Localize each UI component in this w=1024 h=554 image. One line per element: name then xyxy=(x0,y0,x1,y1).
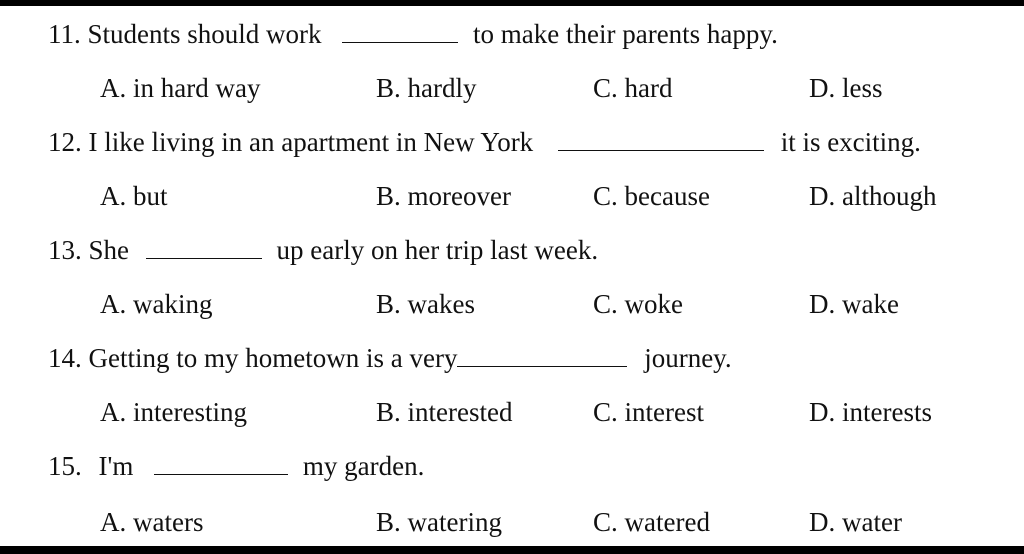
question-number: 12. xyxy=(48,127,82,157)
question-text-after: up early on her trip last week. xyxy=(276,235,599,265)
question-number: 15. xyxy=(48,451,82,481)
question-text-after: to make their parents happy. xyxy=(473,19,778,49)
question-text-after: journey. xyxy=(644,343,732,373)
option-12-d: D. although xyxy=(809,181,937,211)
answer-blank xyxy=(342,22,458,43)
option-15-d: D. water xyxy=(809,507,902,537)
option-14-d: D. interests xyxy=(809,397,932,427)
question-text-before: Getting to my hometown is a very xyxy=(88,343,458,373)
question-number: 11. xyxy=(48,19,81,49)
answer-blank xyxy=(457,346,627,367)
option-15-a: A. waters xyxy=(100,507,204,537)
question-number: 13. xyxy=(48,235,82,265)
option-11-b: B. hardly xyxy=(376,73,477,103)
question-text-before: She xyxy=(88,235,129,265)
question-12 xyxy=(48,126,921,158)
question-11 xyxy=(48,18,778,50)
option-13-b: B. wakes xyxy=(376,289,475,319)
option-13-d: D. wake xyxy=(809,289,899,319)
option-15-b: B. watering xyxy=(376,507,502,537)
option-14-a: A. interesting xyxy=(100,397,247,427)
option-11-c: C. hard xyxy=(593,73,673,103)
answer-blank xyxy=(558,130,764,151)
option-12-c: C. because xyxy=(593,181,710,211)
question-15 xyxy=(48,450,424,482)
answer-blank xyxy=(154,454,288,475)
option-11-a: A. in hard way xyxy=(100,73,261,103)
question-number: 14. xyxy=(48,343,82,373)
option-12-b: B. moreover xyxy=(376,181,511,211)
question-13 xyxy=(48,234,598,266)
question-text-before: I'm xyxy=(98,451,134,481)
question-text-before: Students should work xyxy=(87,19,322,49)
option-13-c: C. woke xyxy=(593,289,683,319)
question-text-before: I like living in an apartment in New York xyxy=(88,127,534,157)
option-15-c: C. watered xyxy=(593,507,710,537)
question-14 xyxy=(48,342,732,374)
option-14-b: B. interested xyxy=(376,397,513,427)
question-text-after: my garden. xyxy=(302,451,425,481)
option-12-a: A. but xyxy=(100,181,168,211)
answer-blank xyxy=(146,238,262,259)
option-13-a: A. waking xyxy=(100,289,213,319)
question-text-after: it is exciting. xyxy=(780,127,921,157)
option-14-c: C. interest xyxy=(593,397,704,427)
option-11-d: D. less xyxy=(809,73,883,103)
worksheet xyxy=(0,6,1024,546)
